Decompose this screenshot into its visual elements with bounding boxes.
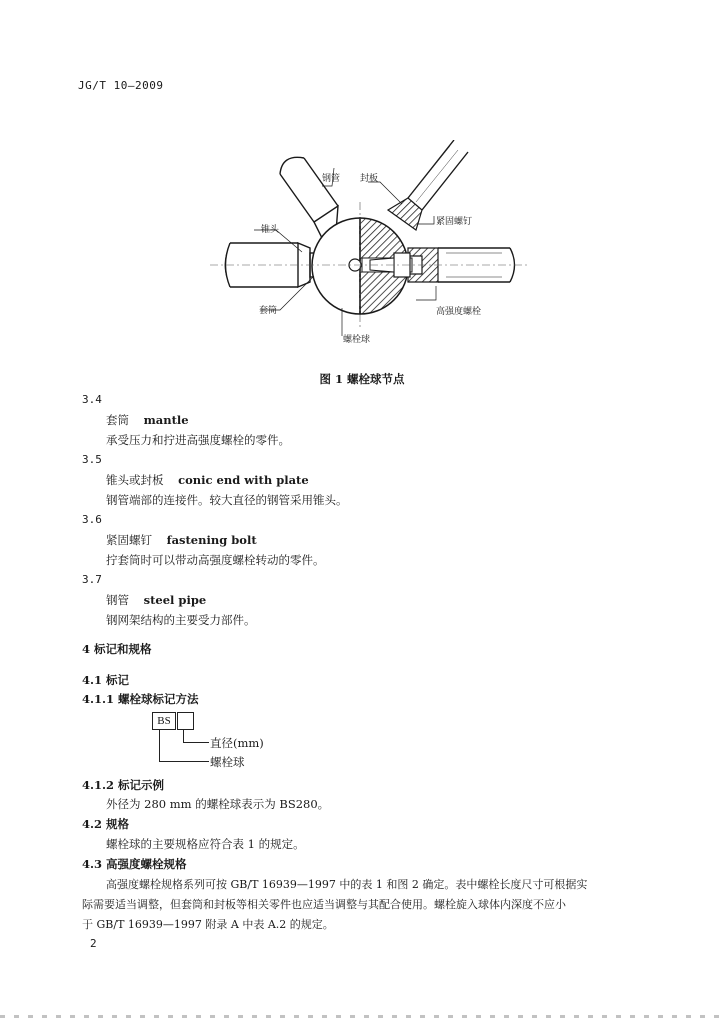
label-seal-plate: 封板 bbox=[360, 174, 379, 184]
term-number: 3.7 bbox=[82, 573, 102, 586]
marking-diameter-box bbox=[177, 712, 194, 730]
leader-line bbox=[183, 742, 209, 743]
term-en: conic end with plate bbox=[178, 473, 309, 487]
term-zh: 套筒 bbox=[106, 413, 129, 427]
term-number: 3.5 bbox=[82, 453, 102, 466]
term-definition: 拧套筒时可以带动高强度螺栓转动的零件。 bbox=[106, 553, 325, 567]
term-number: 3.6 bbox=[82, 513, 102, 526]
term-en: steel pipe bbox=[143, 593, 207, 607]
scan-artifact bbox=[0, 1015, 724, 1018]
leader-line bbox=[159, 730, 160, 761]
term-zh: 钢管 bbox=[106, 593, 129, 607]
term-title bbox=[106, 472, 309, 488]
term-definition: 钢管端部的连接件。较大直径的钢管采用锥头。 bbox=[106, 493, 348, 507]
term-zh: 紧固螺钉 bbox=[106, 533, 152, 547]
leader-line bbox=[159, 761, 209, 762]
subsection-heading: 4.2 规格 bbox=[82, 817, 130, 831]
term-title bbox=[106, 412, 189, 428]
marking-notation bbox=[150, 710, 300, 770]
label-steel-pipe: 钢管 bbox=[322, 174, 341, 184]
term-definition: 钢网架结构的主要受力部件。 bbox=[106, 613, 256, 627]
label-cone-head: 锥头 bbox=[261, 225, 280, 235]
subsection-heading: 4.1.2 标记示例 bbox=[82, 778, 165, 792]
marking-code-box: BS bbox=[152, 712, 176, 730]
diameter-label: 直径(mm) bbox=[210, 736, 264, 750]
example-text: 外径为 280 mm 的螺栓球表示为 BS280。 bbox=[106, 797, 330, 811]
paragraph-line: 高强度螺栓规格系列可按 GB/T 16939—1997 中的表 1 和图 2 确定。表中螺栓长度尺寸可根据实 bbox=[106, 878, 588, 891]
term-title bbox=[106, 532, 257, 548]
ball-label: 螺栓球 bbox=[210, 755, 245, 769]
label-bolt-ball: 螺栓球 bbox=[343, 335, 371, 345]
term-number: 3.4 bbox=[82, 393, 102, 406]
paragraph-line: 际需要适当调整，但套筒和封板等相关零件也应适当调整与其配合使用。螺栓旋入球体内深度不应小 bbox=[82, 898, 566, 911]
term-en: mantle bbox=[143, 413, 189, 427]
term-en: fastening bolt bbox=[166, 533, 257, 547]
page-number: 2 bbox=[90, 937, 97, 950]
leader-line bbox=[183, 730, 184, 742]
term-definition: 承受压力和拧进高强度螺栓的零件。 bbox=[106, 433, 290, 447]
section-heading: 4 标记和规格 bbox=[82, 642, 152, 656]
paragraph-line: 于 GB/T 16939—1997 附录 A 中表 A.2 的规定。 bbox=[82, 918, 334, 931]
spec-text: 螺栓球的主要规格应符合表 1 的规定。 bbox=[106, 837, 305, 851]
term-zh: 锥头或封板 bbox=[106, 473, 164, 487]
standard-code-header: JG/T 10—2009 bbox=[78, 79, 164, 92]
term-title bbox=[106, 592, 206, 608]
subsection-heading: 4.1 标记 bbox=[82, 673, 130, 687]
label-hs-bolt: 高强度螺栓 bbox=[436, 307, 482, 317]
figure-caption: 图 1 螺栓球节点 bbox=[319, 372, 405, 386]
subsection-heading: 4.1.1 螺栓球标记方法 bbox=[82, 692, 199, 706]
subsection-heading: 4.3 高强度螺栓规格 bbox=[82, 857, 187, 871]
label-fastening-screw: 紧固螺钉 bbox=[436, 217, 473, 227]
label-sleeve: 套筒 bbox=[259, 306, 278, 316]
